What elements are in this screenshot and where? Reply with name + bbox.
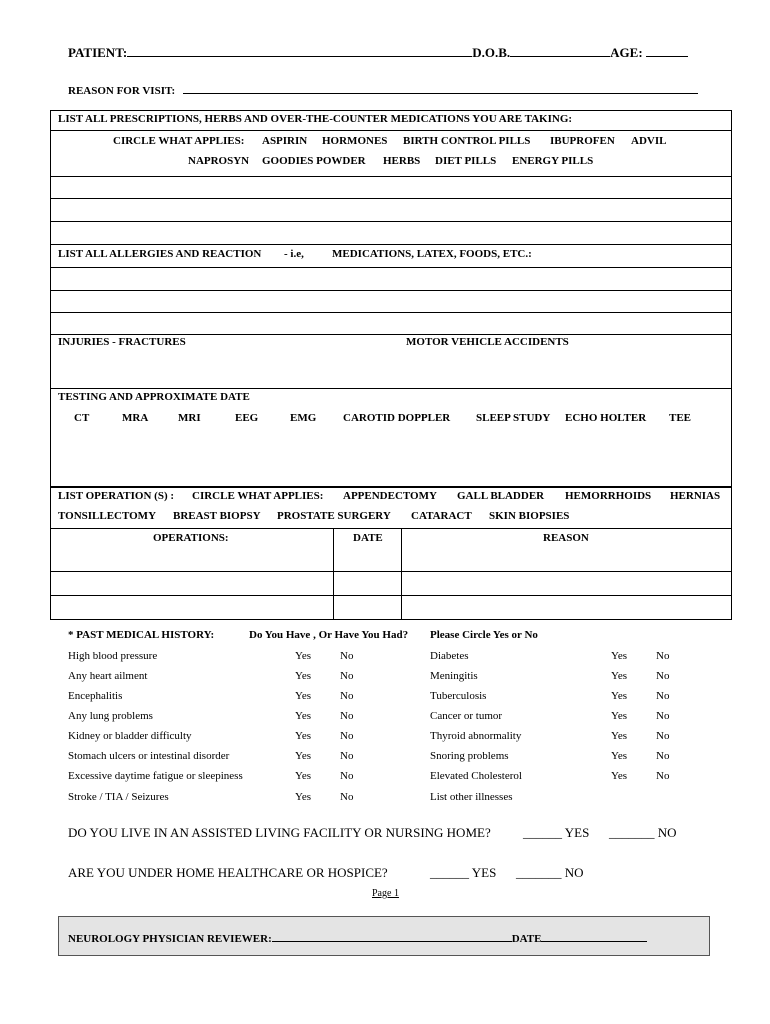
yes-option[interactable]: Yes (295, 770, 312, 782)
med-option-advil[interactable]: ADVIL (631, 135, 667, 147)
operations-circle-label: CIRCLE WHAT APPLIES: (192, 490, 324, 502)
condition-stomach-ulcers: Stomach ulcers or intestinal disorder (68, 750, 230, 762)
assisted-no-blank[interactable]: _______ (609, 825, 655, 840)
yes-option[interactable]: Yes (295, 750, 312, 762)
condition-heart-ailment: Any heart ailment (68, 670, 148, 682)
operations-title: LIST OPERATION (S) : (58, 490, 175, 502)
allergy-line-2[interactable] (52, 291, 730, 311)
no-option[interactable]: No (340, 730, 354, 742)
no-option[interactable]: No (656, 730, 670, 742)
allergies-ie: - i.e, (284, 248, 304, 260)
patient-label: PATIENT: (68, 45, 128, 60)
allergies-title: LIST ALL ALLERGIES AND REACTION (58, 248, 262, 260)
condition-kidney-bladder: Kidney or bladder difficulty (68, 730, 192, 742)
operation-date-cell-2[interactable] (335, 596, 400, 618)
homecare-yes-label: YES (471, 865, 497, 880)
yes-option[interactable]: Yes (611, 770, 628, 782)
operation-reason-cell-2[interactable] (403, 596, 730, 618)
op-option-gall-bladder[interactable]: GALL BLADDER (457, 490, 545, 502)
yes-option[interactable]: Yes (611, 670, 628, 682)
condition-diabetes: Diabetes (430, 650, 469, 662)
test-carotid-doppler[interactable]: CAROTID DOPPLER (343, 412, 451, 424)
op-option-prostate-surgery[interactable]: PROSTATE SURGERY (277, 510, 391, 522)
condition-stroke-tia-seizures: Stroke / TIA / Seizures (68, 791, 169, 803)
medication-line-2[interactable] (52, 199, 730, 220)
op-option-breast-biopsy[interactable]: BREAST BIOPSY (173, 510, 261, 522)
no-option[interactable]: No (656, 690, 670, 702)
assisted-no-label: NO (657, 825, 677, 840)
yes-option[interactable]: Yes (295, 730, 312, 742)
condition-cancer-tumor: Cancer or tumor (430, 710, 503, 722)
homecare-no-label: NO (564, 865, 584, 880)
medication-line-1[interactable] (52, 177, 730, 197)
yes-option[interactable]: Yes (611, 750, 628, 762)
operation-reason-cell-1[interactable] (403, 572, 730, 594)
med-option-ibuprofen[interactable]: IBUPROFEN (550, 135, 615, 147)
med-option-energy-pills[interactable]: ENERGY PILLS (512, 155, 594, 167)
test-ct[interactable]: CT (74, 412, 90, 424)
assisted-yes-label: YES (564, 825, 590, 840)
condition-high-blood-pressure: High blood pressure (68, 650, 158, 662)
test-eeg[interactable]: EEG (235, 412, 259, 424)
reviewer-date-label: DATE (511, 933, 542, 945)
test-echo-holter[interactable]: ECHO HOLTER (565, 412, 647, 424)
assisted-yes-group (523, 825, 589, 841)
col-date: DATE (353, 532, 383, 544)
no-option[interactable]: No (656, 710, 670, 722)
history-question: Do You Have , Or Have You Had? (249, 629, 409, 641)
condition-snoring: Snoring problems (430, 750, 509, 762)
no-option[interactable]: No (340, 670, 354, 682)
yes-option[interactable]: Yes (611, 730, 628, 742)
no-option[interactable]: No (340, 791, 354, 803)
condition-meningitis: Meningitis (430, 670, 478, 682)
operation-date-cell-1[interactable] (335, 572, 400, 594)
col-operations: OPERATIONS: (153, 532, 229, 544)
homecare-question: ARE YOU UNDER HOME HEALTHCARE OR HOSPICE? (68, 865, 388, 880)
homecare-no-blank[interactable]: _______ (516, 865, 562, 880)
medications-title: LIST ALL PRESCRIPTIONS, HERBS AND OVER-THE-COUNTER MEDICATIONS YOU ARE TAKING: (58, 113, 573, 125)
no-option[interactable]: No (656, 770, 670, 782)
assisted-no-group (609, 825, 677, 841)
age-input-line[interactable] (646, 45, 688, 57)
col-reason: REASON (543, 532, 589, 544)
condition-daytime-fatigue: Excessive daytime fatigue or sleepiness (68, 770, 243, 782)
operation-cell-1[interactable] (52, 572, 332, 594)
med-option-naprosyn[interactable]: NAPROSYN (188, 155, 250, 167)
yes-option[interactable]: Yes (295, 791, 312, 803)
med-option-hormones[interactable]: HORMONES (322, 135, 388, 147)
yes-option[interactable]: Yes (295, 670, 312, 682)
medication-line-3[interactable] (52, 222, 730, 243)
page-number: Page 1 (372, 888, 399, 899)
reviewer-date-input-line[interactable] (541, 930, 647, 942)
history-title: * PAST MEDICAL HISTORY: (68, 629, 215, 641)
test-sleep-study[interactable]: SLEEP STUDY (476, 412, 551, 424)
op-option-hemorrhoids[interactable]: HEMORRHOIDS (565, 490, 652, 502)
testing-title: TESTING AND APPROXIMATE DATE (58, 391, 250, 403)
condition-tuberculosis: Tuberculosis (430, 690, 487, 702)
assisted-yes-blank[interactable]: ______ (523, 825, 562, 840)
reason-input-line[interactable] (183, 82, 698, 94)
no-option[interactable]: No (340, 710, 354, 722)
dob-label: D.O.B. (472, 45, 511, 60)
no-option[interactable]: No (656, 750, 670, 762)
allergy-line-1[interactable] (52, 268, 730, 289)
other-illnesses-label: List other illnesses (430, 791, 513, 803)
condition-thyroid: Thyroid abnormality (430, 730, 522, 742)
patient-field (68, 45, 688, 61)
med-option-aspirin[interactable]: ASPIRIN (262, 135, 308, 147)
patient-input-line[interactable] (127, 45, 472, 57)
no-option[interactable]: No (340, 650, 354, 662)
no-option[interactable]: No (656, 670, 670, 682)
homecare-no-group (516, 865, 584, 881)
history-instruction: Please Circle Yes or No (430, 629, 538, 641)
no-option[interactable]: No (340, 750, 354, 762)
med-option-goodies-powder[interactable]: GOODIES POWDER (262, 155, 366, 167)
yes-option[interactable]: Yes (611, 710, 628, 722)
operation-cell-2[interactable] (52, 596, 332, 618)
yes-option[interactable]: Yes (295, 690, 312, 702)
condition-cholesterol: Elevated Cholesterol (430, 770, 522, 782)
test-emg[interactable]: EMG (290, 412, 317, 424)
op-option-hernias[interactable]: HERNIAS (670, 490, 721, 502)
homecare-yes-blank[interactable]: ______ (430, 865, 469, 880)
test-mra[interactable]: MRA (122, 412, 149, 424)
op-option-appendectomy[interactable]: APPENDECTOMY (343, 490, 437, 502)
no-option[interactable]: No (340, 770, 354, 782)
mva-label: MOTOR VEHICLE ACCIDENTS (406, 336, 569, 348)
reviewer-input-line[interactable] (272, 930, 512, 942)
reason-label: REASON FOR VISIT: (68, 85, 176, 97)
assisted-living-question: DO YOU LIVE IN AN ASSISTED LIVING FACILITY OR NURSING HOME? (68, 825, 491, 840)
op-option-cataract[interactable]: CATARACT (411, 510, 472, 522)
reviewer-label: NEUROLOGY PHYSICIAN REVIEWER: (68, 933, 272, 945)
yes-option[interactable]: Yes (611, 690, 628, 702)
no-option[interactable]: No (656, 650, 670, 662)
med-option-diet-pills[interactable]: DIET PILLS (435, 155, 497, 167)
condition-lung-problems: Any lung problems (68, 710, 153, 722)
condition-encephalitis: Encephalitis (68, 690, 123, 702)
reason-for-visit-field (68, 82, 698, 97)
op-option-skin-biopsies[interactable]: SKIN BIOPSIES (489, 510, 570, 522)
injuries-label: INJURIES - FRACTURES (58, 336, 186, 348)
allergies-examples: MEDICATIONS, LATEX, FOODS, ETC.: (332, 248, 532, 260)
yes-option[interactable]: Yes (295, 650, 312, 662)
med-option-birth-control-pills[interactable]: BIRTH CONTROL PILLS (403, 135, 531, 147)
test-tee[interactable]: TEE (669, 412, 692, 424)
medications-circle-label: CIRCLE WHAT APPLIES: (113, 135, 245, 147)
allergy-line-3[interactable] (52, 313, 730, 333)
no-option[interactable]: No (340, 690, 354, 702)
reviewer-field (68, 930, 647, 945)
homecare-yes-group (430, 865, 496, 881)
dob-input-line[interactable] (510, 45, 610, 57)
med-option-herbs[interactable]: HERBS (383, 155, 421, 167)
yes-option[interactable]: Yes (611, 650, 628, 662)
op-option-tonsillectomy[interactable]: TONSILLECTOMY (58, 510, 157, 522)
test-mri[interactable]: MRI (178, 412, 201, 424)
age-label: AGE: (610, 45, 643, 60)
yes-option[interactable]: Yes (295, 710, 312, 722)
